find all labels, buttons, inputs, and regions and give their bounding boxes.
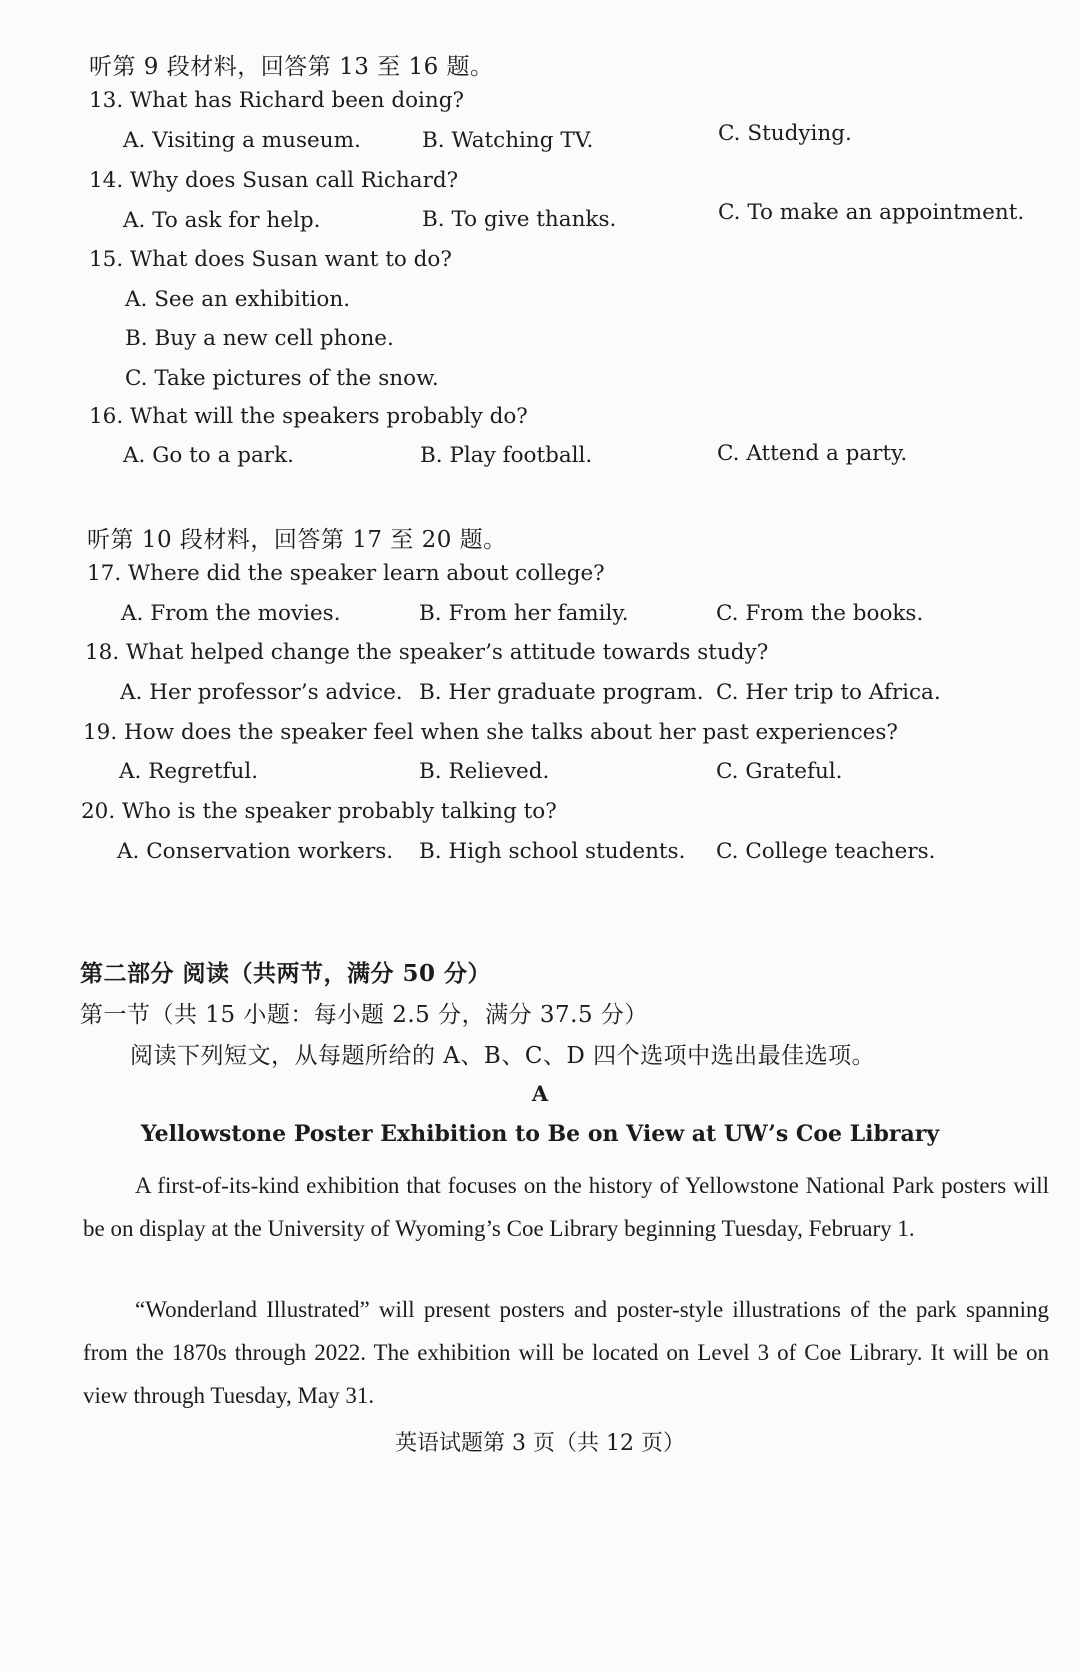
q19-option-b: B. Relieved. — [419, 759, 550, 784]
q14-option-c: C. To make an appointment. — [718, 200, 1025, 225]
reading-instruction: 阅读下列短文，从每题所给的 A、B、C、D 四个选项中选出最佳选项。 — [130, 1043, 876, 1069]
q20-option-a: A. Conservation workers. — [117, 839, 394, 864]
q18-option-b: B. Her graduate program. — [419, 680, 704, 705]
question-19: 19. How does the speaker feel when she talks about her past experiences? — [83, 720, 898, 745]
section-9-header: 听第 9 段材料，回答第 13 至 16 题。 — [89, 54, 494, 80]
section-10-header: 听第 10 段材料，回答第 17 至 20 题。 — [87, 527, 507, 553]
q16-option-c: C. Attend a party. — [717, 441, 908, 466]
passage-label: A — [531, 1081, 549, 1106]
q20-option-c: C. College teachers. — [716, 839, 936, 864]
passage-paragraph-1: A first-of-its-kind exhibition that focuses on the history of Yellowstone National Park posters will be on display at the University of Wyoming’s Coe Library beginning Tuesday, February 1. — [83, 1173, 1049, 1241]
q16-option-a: A. Go to a park. — [123, 443, 294, 468]
q13-option-c: C. Studying. — [718, 121, 852, 146]
q14-option-a: A. To ask for help. — [123, 208, 321, 233]
question-16: 16. What will the speakers probably do? — [89, 404, 528, 429]
q14-option-b: B. To give thanks. — [422, 207, 617, 232]
question-14: 14. Why does Susan call Richard? — [89, 168, 459, 193]
q17-option-a: A. From the movies. — [121, 601, 341, 626]
question-18: 18. What helped change the speaker’s attitude towards study? — [85, 640, 769, 665]
passage-paragraph-2: “Wonderland Illustrated” will present posters and poster-style illustrations of the park spanning from the 1870s through 2022. The exhibition will be located on Level 3 of Coe Library. It will be on view through Tuesday, May 31. — [83, 1297, 1049, 1408]
q15-option-c: C. Take pictures of the snow. — [125, 366, 439, 391]
question-17: 17. Where did the speaker learn about college? — [87, 561, 605, 586]
passage-title: Yellowstone Poster Exhibition to Be on View at UW’s Coe Library — [140, 1121, 940, 1147]
q17-option-c: C. From the books. — [716, 601, 924, 626]
q15-option-a: A. See an exhibition. — [125, 287, 351, 312]
q19-option-a: A. Regretful. — [119, 759, 259, 784]
q18-option-a: A. Her professor’s advice. — [120, 680, 403, 705]
q16-option-b: B. Play football. — [420, 443, 593, 468]
part-two-header: 第二部分 阅读（共两节，满分 50 分） — [80, 960, 492, 987]
q18-option-c: C. Her trip to Africa. — [716, 680, 941, 705]
q20-option-b: B. High school students. — [419, 839, 686, 864]
question-20: 20. Who is the speaker probably talking to? — [81, 799, 557, 824]
q17-option-b: B. From her family. — [419, 601, 629, 626]
question-15: 15. What does Susan want to do? — [89, 247, 452, 272]
q19-option-c: C. Grateful. — [716, 759, 843, 784]
q13-option-a: A. Visiting a museum. — [123, 128, 361, 153]
page-footer: 英语试题第 3 页（共 12 页） — [395, 1431, 685, 1456]
question-13: 13. What has Richard been doing? — [89, 88, 465, 113]
q13-option-b: B. Watching TV. — [422, 128, 594, 153]
section-one-header: 第一节（共 15 小题：每小题 2.5 分，满分 37.5 分） — [80, 1002, 648, 1028]
q15-option-b: B. Buy a new cell phone. — [125, 326, 394, 351]
